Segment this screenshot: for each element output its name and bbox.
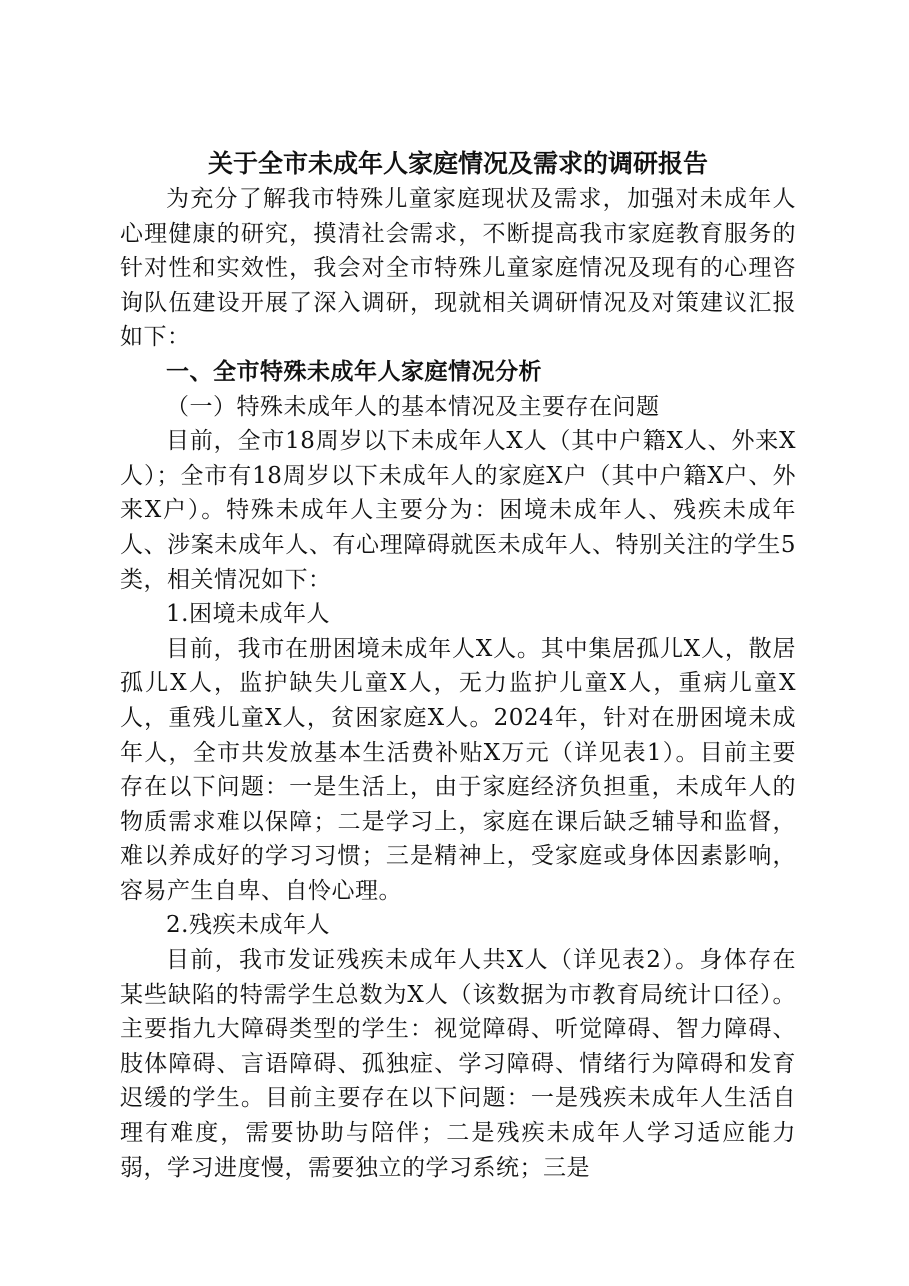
item-heading-2: 2.残疾未成年人 — [166, 912, 330, 939]
item-2-paragraph: 目前，我市发证残疾未成年人共X人（详见表2）。身体存在某些缺陷的特需学生总数为X人（该数据为市教育局统计口径）。主要指九大障碍类型的学生：视觉障碍、听觉障碍、智力障碍、肢体障碍、言语障碍、孤独症、学习障碍、情绪行为障碍和发育迟缓的学生。目前主要存在以下问题：一是残疾未成年人生活自理有难度，需要协助与陪伴；二是残疾未成年人学习适应能力弱，学习进度慢，需要独立的学习系统；三是 — [120, 947, 796, 1181]
subsection-heading-1: （一）特殊未成年人的基本情况及主要存在问题 — [166, 393, 660, 420]
subsection-1-paragraph: 目前，全市18周岁以下未成年人X人（其中户籍X人、外来X人）；全市有18周岁以下未成年人的家庭X户（其中户籍X户、外来X户）。特殊未成年人主要分为：困境未成年人、残疾未成年人、涉案未成年人、有心理障碍就医未成年人、特别关注的学生5类，相关情况如下： — [120, 428, 796, 593]
intro-paragraph: 为充分了解我市特殊儿童家庭现状及需求，加强对未成年人心理健康的研究，摸清社会需求，不断提高我市家庭教育服务的针对性和实效性，我会对全市特殊儿童家庭情况及现有的心理咨询队伍建设开展了深入调研，现就相关调研情况及对策建议汇报如下： — [120, 186, 796, 351]
item-1-paragraph: 目前，我市在册困境未成年人X人。其中集居孤儿X人，散居孤儿X人，监护缺失儿童X人，无力监护儿童X人，重病儿童X人，重残儿童X人，贫困家庭X人。2024年，针对在册困境未成年人，全市共发放基本生活费补贴X万元（详见表1）。目前主要存在以下问题：一是生活上，由于家庭经济负担重，未成年人的物质需求难以保障；二是学习上，家庭在课后缺乏辅导和监督，难以养成好的学习习惯；三是精神上，受家庭或身体因素影响，容易产生自卑、自怜心理。 — [120, 635, 796, 904]
document-body — [120, 146, 796, 1185]
document-title: 关于全市未成年人家庭情况及需求的调研报告 — [207, 149, 708, 178]
section-heading-1: 一、全市特殊未成年人家庭情况分析 — [166, 358, 542, 385]
item-heading-1: 1.困境未成年人 — [166, 601, 330, 628]
